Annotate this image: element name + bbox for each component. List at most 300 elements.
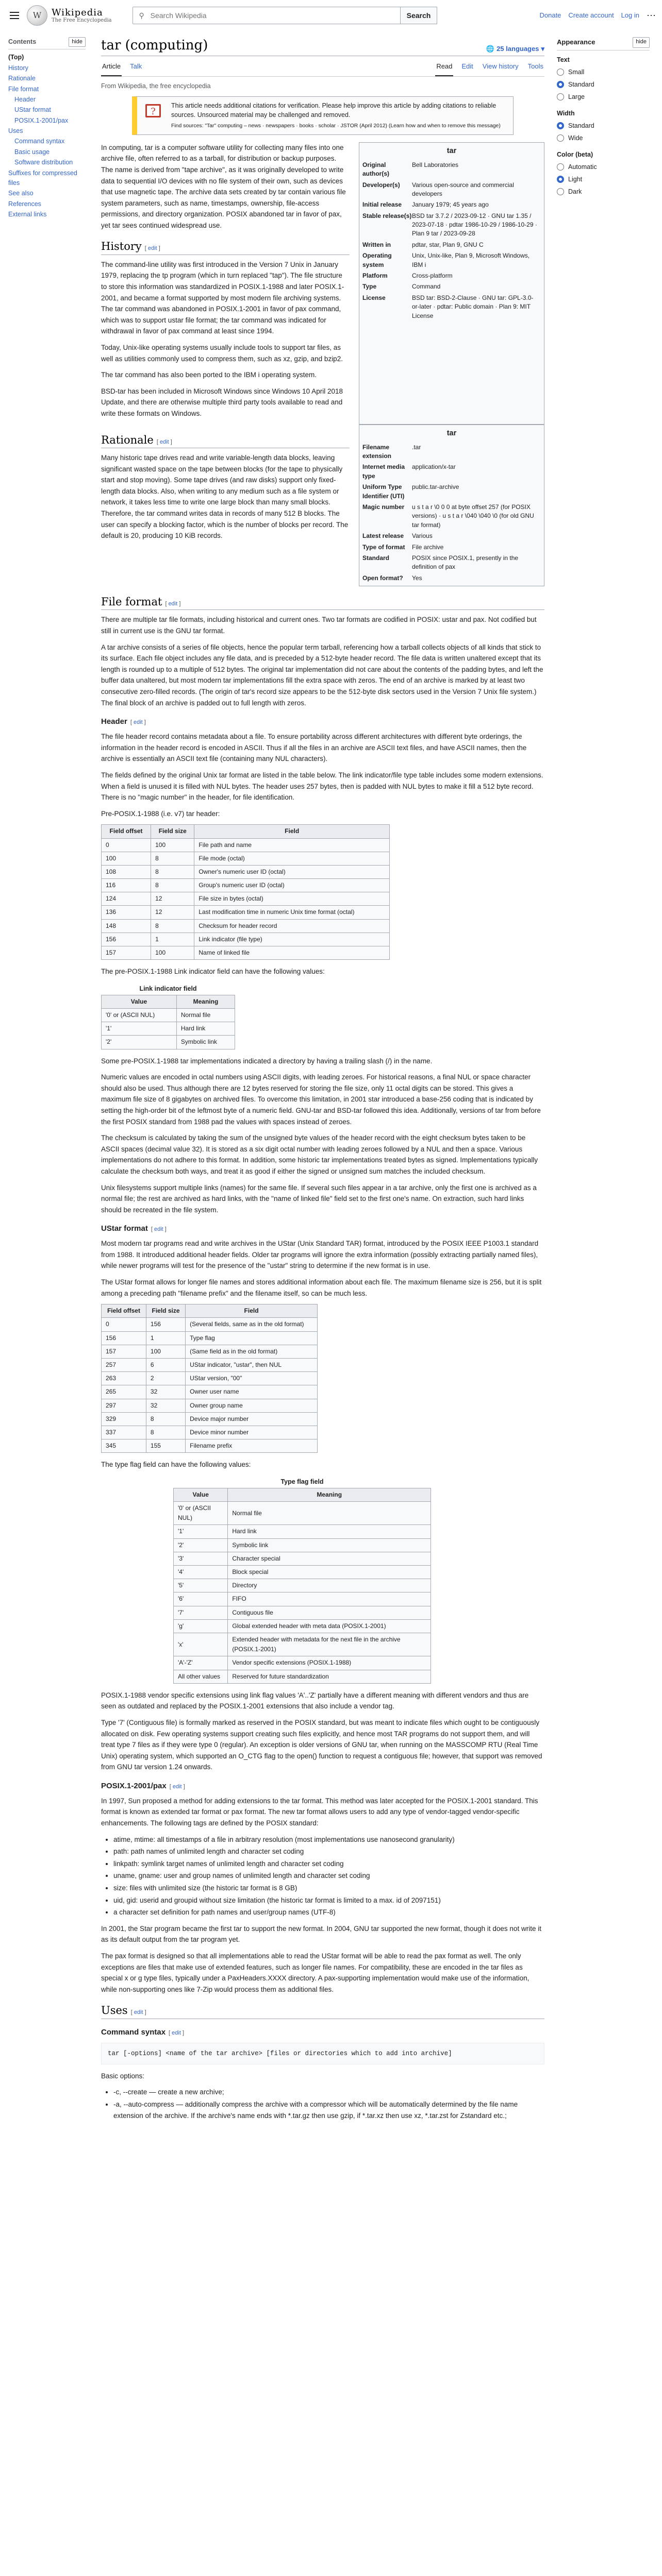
search-icon: ⚲ <box>139 11 144 20</box>
table-cell: '6' <box>174 1592 228 1606</box>
infobox-value: BSD tar 3.7.2 / 2023-09-12 · GNU tar 1.35 / 2023-07-18 · pdtar 1986-10-29 / 1986-10-29 · Plan 9 tar / 2023-09-28 <box>412 212 537 238</box>
table-cell: 6 <box>146 1359 185 1372</box>
list-item: • -a, --auto-compress — additionally compress the archive with a compressor which will be automatically determined by the file name extension of the archive. If the archive's name ends with *.tar.gz then use gzip, if *.tar.xz then use xz, *.tar.zst for Zstandard etc.; <box>113 2099 544 2121</box>
column-header: Field offset <box>102 1304 146 1318</box>
logo-wordmark: Wikipedia <box>52 7 103 18</box>
column-header: Field offset <box>102 825 151 838</box>
infobox-key: Developer(s) <box>362 181 400 189</box>
table-row <box>174 1606 431 1619</box>
table-of-contents <box>8 37 86 220</box>
toc-item[interactable]: References <box>8 200 41 208</box>
infobox-row <box>361 542 542 553</box>
toc-item[interactable]: File format <box>8 85 39 93</box>
table-cell: 8 <box>146 1412 185 1426</box>
table-cell: 12 <box>151 892 194 906</box>
radio-option[interactable] <box>557 133 650 143</box>
uses-heading: Uses <box>101 2004 128 2017</box>
tagline: From Wikipedia, the free encyclopedia <box>101 82 211 90</box>
ustar-p2: The UStar format allows for longer file names and stores additional information about each file. The maximum filename size is 256, but it is split among a preceding path "filename prefix" and the filename itself, so can be much less. <box>101 1278 542 1297</box>
column-header: Field <box>186 1304 318 1318</box>
infobox-value: BSD tar: BSD-2-Clause · GNU tar: GPL-3.0-or-later · pdtar: Public domain · Plan 9: MIT License <box>412 294 534 319</box>
table-row <box>102 946 390 960</box>
infobox-key: Type <box>362 283 377 291</box>
table-row <box>174 1633 431 1656</box>
radio-label: Dark <box>568 188 582 195</box>
table-row <box>174 1502 431 1525</box>
table-cell: Link indicator (file type) <box>194 933 390 946</box>
table-cell: Type flag <box>186 1331 318 1345</box>
toc-hide-button[interactable]: hide <box>69 37 86 47</box>
table-cell: '3' <box>174 1552 228 1565</box>
citation-notice <box>132 96 514 135</box>
pax-p2: In 2001, the Star program became the first tar to support the new format. In 2004, GNU tar supported the new format, though it does not write it as its default output from the tar program yet. <box>101 1924 541 1944</box>
basic-options-label: Basic options: <box>101 2072 145 2080</box>
infobox-row <box>361 240 542 250</box>
column-header: Field <box>194 825 390 838</box>
header-p2: The fields defined by the original Unix tar format are listed in the table below. The link indicator/file type table includes some modern extensions. When a field is unused it is filled with NUL bytes. The header uses 257 bytes, then is padded with NUL bytes to make it fill a 512 byte record. There is no "magic number" in the header, for file identification. <box>101 771 543 802</box>
radio-button[interactable] <box>557 188 564 195</box>
table-row <box>102 1318 318 1331</box>
table-cell: Last modification time in numeric Unix time format (octal) <box>194 906 390 919</box>
radio-label: Standard <box>568 80 594 88</box>
table-cell: Symbolic link <box>176 1036 235 1049</box>
table-cell: 12 <box>151 906 194 919</box>
table-cell: Checksum for header record <box>194 919 390 933</box>
table-cell: Owner user name <box>186 1385 318 1399</box>
radio-label: Large <box>568 93 585 100</box>
table-cell: Device major number <box>186 1412 318 1426</box>
infobox-key: Uniform Type Identifier (UTI) <box>362 483 405 500</box>
table-row <box>102 879 390 892</box>
table-cell: File path and name <box>194 838 390 852</box>
text-size-label: Text <box>557 56 570 63</box>
toc-item[interactable]: Uses <box>8 127 23 134</box>
table-row <box>102 1345 318 1358</box>
edit-syntax-link[interactable]: edit <box>172 2029 181 2036</box>
table-cell: Group's numeric user ID (octal) <box>194 879 390 892</box>
fileformat-p1: There are multiple tar file formats, including historical and current ones. Two tar formats are codified in POSIX: ustar and pax. Not codified but still in current use is the GNU tar format. <box>101 616 537 635</box>
radio-option[interactable] <box>557 162 650 172</box>
history-p4: BSD-tar has been included in Microsoft Windows since Windows 10 April 2018 Update, and there are otherwise multiple third party tools available to read and write these formats on Windows. <box>101 387 343 417</box>
table-cell: 156 <box>146 1318 185 1331</box>
ustar-p1: Most modern tar programs read and write archives in the UStar (Unix Standard TAR) format, introduced by the POSIX IEEE P1003.1 standard from 1988. It introduced additional header fields. Older tar programs will ignore the extra information (possibly extracting partially named files), while newer programs will test for the presence of the "ustar" string to determine if the new format is in use. <box>101 1240 539 1270</box>
main-menu-icon[interactable] <box>6 7 23 24</box>
infobox-key: Open format? <box>362 574 403 582</box>
search-input[interactable] <box>151 8 400 23</box>
table-cell: 263 <box>102 1372 146 1385</box>
radio-label: Small <box>568 68 585 76</box>
toc-item[interactable]: Software distribution <box>14 159 73 166</box>
edit-pax-link[interactable]: edit <box>172 1783 182 1790</box>
column-header: Value <box>102 995 177 1008</box>
personal-tools <box>539 8 656 23</box>
command-syntax-heading: Command syntax <box>101 2027 166 2037</box>
table-row <box>102 1009 235 1022</box>
radio-option[interactable] <box>557 121 650 131</box>
list-item: • uname, gname: user and group names of unlimited length and character set coding <box>113 1870 544 1882</box>
list-item: • size: files with unlimited size (the historic tar format is 8 GB) <box>113 1883 544 1894</box>
infobox-key: Initial release <box>362 201 402 209</box>
table-cell: '5' <box>174 1579 228 1592</box>
donate-link[interactable]: Donate <box>539 11 561 19</box>
tab-tools[interactable]: Tools <box>527 62 543 70</box>
tab-read[interactable]: Read <box>435 59 453 76</box>
infobox-value: File archive <box>412 543 444 551</box>
infobox-key: Stable release(s) <box>362 212 412 219</box>
infobox-key: Magic number <box>362 503 405 511</box>
infobox-row <box>361 211 542 240</box>
ustar-header-table <box>101 1304 318 1453</box>
width-label: Width <box>557 109 575 117</box>
table-cell: 157 <box>102 946 151 960</box>
table-cell: 155 <box>146 1439 185 1453</box>
tab-article[interactable]: Article <box>101 59 122 76</box>
color-group <box>557 149 650 197</box>
table-row <box>174 1525 431 1538</box>
toc-item[interactable]: (Top) <box>8 54 24 61</box>
header-table-caption: Pre-POSIX.1-1988 (i.e. v7) tar header: <box>101 809 220 818</box>
header-p3: The pre-POSIX.1-1988 Link indicator field can have the following values: <box>101 968 325 976</box>
list-item: • atime, mtime: all timestamps of a file in arbitrary resolution (most implementations use nanosecond granularity) <box>113 1834 544 1845</box>
more-options-icon[interactable]: ⋯ <box>647 10 656 21</box>
radio-button[interactable] <box>557 122 564 129</box>
table-row <box>174 1538 431 1552</box>
table-header-row <box>102 1304 318 1318</box>
table-cell: 157 <box>102 1345 146 1358</box>
table-cell: 257 <box>102 1359 146 1372</box>
color-label: Color (beta) <box>557 150 593 158</box>
edit-history-link[interactable]: edit <box>147 245 157 252</box>
table-cell: 116 <box>102 879 151 892</box>
history-p2: Today, Unix-like operating systems usually include tools to support tar files, as well as utilities commonly used to compress them, such as xz, gzip, and bzip2. <box>101 344 343 363</box>
radio-option[interactable] <box>557 67 650 77</box>
table-cell: All other values <box>174 1670 228 1683</box>
fileformat-p2: A tar archive consists of a series of file objects, hence the popular term tarball, referencing how a tarball collects objects of all kinds that stick to its surface. Each file object includes any file data, and is preceded by a 512-byte header record. The file data is written unaltered except that its length is rounded up to a multiple of 512 bytes. The original tar implementation did not care about the contents of the padding bytes, and left the buffer data unaltered, but most modern tar implementations fill the extra space with zeros. The end of an archive is marked by at least two consecutive zero-filled records. (The origin of tar's record size appears to be the 512-byte disk sectors used in the Version 7 Unix file system.) The final block of an archive is padded out to full length with zeros. <box>101 643 543 707</box>
table-cell: Hard link <box>176 1022 235 1036</box>
radio-option[interactable] <box>557 92 650 102</box>
column-header: Value <box>174 1488 228 1501</box>
radio-label: Light <box>568 175 583 183</box>
notice-text: This article needs additional citations for verification. Please help improve this article by adding citations to reliable sources. Unsourced material may be challenged and removed. <box>171 101 496 119</box>
pax-tag-list <box>113 1834 544 1918</box>
table-row <box>102 1372 318 1385</box>
table-cell: Symbolic link <box>228 1538 431 1552</box>
radio-option[interactable] <box>557 79 650 90</box>
table-cell: 2 <box>146 1372 185 1385</box>
table-cell: Block special <box>228 1566 431 1579</box>
logo-tagline: The Free Encyclopedia <box>52 18 112 24</box>
radio-label: Wide <box>568 134 583 142</box>
toc-list <box>8 53 86 219</box>
table-row <box>174 1579 431 1592</box>
infobox-title: tar <box>446 429 457 437</box>
table-cell: 345 <box>102 1439 146 1453</box>
infobox-value: January 1979; 45 years ago <box>412 201 489 209</box>
language-count: 25 languages <box>496 45 539 53</box>
table-cell: 297 <box>102 1399 146 1412</box>
table-cell: Contiguous file <box>228 1606 431 1619</box>
table-header-row <box>174 1488 431 1501</box>
table-row <box>102 892 390 906</box>
top-bar <box>0 0 662 31</box>
list-item: • uid, gid: userid and groupid without size limitation (the historic tar format is limited to a max. id of 2097151) <box>113 1895 544 1906</box>
history-p1: The command-line utility was first introduced in the Version 7 Unix in January 1979, replacing the tp program (which in turn replaced "tap"). The file structure to store this information was standardized in POSIX.1-1988 and later POSIX.1-2001, and became a format supported by most modern file archiving systems. The tar command was abandoned in POSIX.1-2001 in favor of pax command, which was to support ustar file format; the tar command was indicated for withdrawal in favor of pax command at least since 1994. <box>101 260 344 335</box>
toc-item[interactable]: See also <box>8 190 34 197</box>
infobox-row <box>361 270 542 281</box>
table-cell: Reserved for future standardization <box>228 1670 431 1683</box>
infobox-row <box>361 199 542 210</box>
infobox-key: Platform <box>362 272 388 280</box>
infobox-key: Written in <box>362 241 391 248</box>
list-item: • -c, --create — create a new archive; <box>113 2087 544 2098</box>
header-p1: The file header record contains metadata about a file. To ensure portability across different architectures with different byte orderings, the information in the header record is encoded in ASCII. Thus if all the files in an archive are ASCII text files, and have ASCII names, then the archive is essentially an ASCII text file (containing many NUL characters). <box>101 733 527 763</box>
infobox-key: License <box>362 294 386 301</box>
infobox-key: Type of format <box>362 543 405 551</box>
infobox-value: Bell Laboratories <box>412 161 459 168</box>
pax-heading: POSIX.1-2001/pax <box>101 1781 167 1790</box>
table-row <box>102 838 390 852</box>
table-cell: FIFO <box>228 1592 431 1606</box>
tab-view-history[interactable]: View history <box>482 62 519 70</box>
infobox-row <box>361 281 542 292</box>
infobox-value: Command <box>412 283 441 291</box>
table-caption: Type flag field <box>280 1478 324 1485</box>
table-row <box>102 1022 235 1036</box>
table-row <box>102 906 390 919</box>
infobox-value: .tar <box>412 443 421 451</box>
edit-ustar-link[interactable]: edit <box>154 1226 163 1233</box>
edit-uses-link[interactable]: edit <box>134 2009 143 2016</box>
infobox-key: Internet media type <box>362 463 405 480</box>
create-account-link[interactable]: Create account <box>568 11 614 19</box>
table-cell: Extended header with metadata for the next file in the archive (POSIX.1-2001) <box>228 1633 431 1656</box>
table-cell: File mode (octal) <box>194 852 390 865</box>
infobox-value: Various open-source and commercial developers <box>412 181 514 197</box>
table-cell: 8 <box>151 919 194 933</box>
column-header: Field size <box>151 825 194 838</box>
edit-fileformat-link[interactable]: edit <box>168 601 178 607</box>
svg-text:?: ? <box>151 106 156 117</box>
toc-item[interactable]: History <box>8 64 28 72</box>
table-cell: '0' or (ASCII NUL) <box>174 1502 228 1525</box>
table-cell: Hard link <box>228 1525 431 1538</box>
radio-button[interactable] <box>557 81 564 88</box>
toc-item[interactable]: Header <box>14 95 36 103</box>
wikipedia-logo[interactable] <box>27 5 112 26</box>
table-row <box>174 1670 431 1683</box>
toc-item[interactable]: Suffixes for compressed files <box>8 169 77 187</box>
table-row <box>174 1656 431 1670</box>
table-cell: 'x' <box>174 1633 228 1656</box>
login-link[interactable]: Log in <box>621 11 639 19</box>
infobox-value: u s t a r \0 0 0 at byte offset 257 (for POSIX versions) · u s t a r \040 \040 \0 (for old GNU tar format) <box>412 503 534 529</box>
globe-icon: W <box>27 5 47 26</box>
appearance-hide-button[interactable]: hide <box>633 37 650 48</box>
table-row <box>102 1359 318 1372</box>
radio-option[interactable] <box>557 174 650 184</box>
history-p3: The tar command has also been ported to the IBM i operating system. <box>101 371 317 379</box>
table-cell: 100 <box>151 838 194 852</box>
table-row <box>102 852 390 865</box>
table-row <box>174 1619 431 1633</box>
table-cell: Global extended header with meta data (POSIX.1-2001) <box>228 1619 431 1633</box>
infobox-key: Standard <box>362 554 390 562</box>
table-cell: (Several fields, same as in the old format) <box>186 1318 318 1331</box>
infobox-row <box>361 573 542 584</box>
list-item: • a character set definition for path names and user/group names (UTF-8) <box>113 1907 544 1918</box>
table-cell: Normal file <box>228 1502 431 1525</box>
table-cell: 8 <box>151 879 194 892</box>
tab-edit[interactable]: Edit <box>461 62 473 70</box>
table-cell: UStar indicator, "ustar", then NUL <box>186 1359 318 1372</box>
infobox-value: Various <box>412 532 433 540</box>
table-cell: 0 <box>102 838 151 852</box>
table-row <box>102 1399 318 1412</box>
table-cell: Owner group name <box>186 1399 318 1412</box>
infobox-row <box>361 442 542 462</box>
chevron-down-icon: ▾ <box>541 45 544 53</box>
appearance-title: Appearance <box>557 38 595 46</box>
infobox-value: Cross-platform <box>412 272 453 280</box>
table-cell: (Same field as in the old format) <box>186 1345 318 1358</box>
table-cell: Directory <box>228 1579 431 1592</box>
table-cell: 329 <box>102 1412 146 1426</box>
pax-p3: The pax format is designed so that all implementations able to read the UStar format will be able to read the pax format as well. The only exceptions are files that make use of extended features, such as longer file names. For compatibility, these are encoded in the tar files as special x or g type files, typically under a PaxHeaders.XXXX directory. A pax-supporting implementation would make use of the information, while non-supporting ones like 7-Zip would process them as additional files. <box>101 1952 529 1993</box>
table-cell: '1' <box>102 1022 177 1036</box>
table-row <box>102 1385 318 1399</box>
table-cell: '7' <box>174 1606 228 1619</box>
table-cell: Owner's numeric user ID (octal) <box>194 865 390 878</box>
ustar-p5: Type '7' (Contiguous file) is formally marked as reserved in the POSIX standard, but was meant to indicate files which ought to be contiguously allocated on disk. Few operating systems support creating such files explicitly, and hence most TAR programs do not support them, and will treat type 7 files as if they were type 0 (regular). An exception is older versions of GNU tar, when running on the MASSCOMP RTU (Real Time Unix) operating system, which supported an O_CTG flag to the open() function to request a contiguous file; however, that support was removed from GNU tar version 1.24 onwards. <box>101 1718 542 1771</box>
table-cell: Filename prefix <box>186 1439 318 1453</box>
toc-item[interactable]: Rationale <box>8 75 36 82</box>
table-cell: '4' <box>174 1566 228 1579</box>
infobox-row <box>361 250 542 270</box>
table-cell: '0' or (ASCII NUL) <box>102 1009 177 1022</box>
table-row <box>174 1552 431 1565</box>
find-sources: Find sources: "Tar" computing – news · newspapers · books · scholar · JSTOR (April 2012) (Learn how and when to remove this message) <box>171 123 501 129</box>
table-cell: '1' <box>174 1525 228 1538</box>
search-box <box>133 7 401 24</box>
width-group <box>557 108 650 143</box>
infobox-key: Original author(s) <box>362 161 389 178</box>
radio-label: Automatic <box>568 163 597 171</box>
radio-button[interactable] <box>557 69 564 76</box>
table-cell: Device minor number <box>186 1426 318 1439</box>
infobox-value: application/x-tar <box>412 463 456 471</box>
radio-button[interactable] <box>557 163 564 171</box>
infobox-key: Latest release <box>362 532 404 540</box>
infobox-value: POSIX since POSIX.1, presently in the definition of pax <box>412 554 519 571</box>
radio-button[interactable] <box>557 93 564 100</box>
table-cell: Normal file <box>176 1009 235 1022</box>
pax-p1: In 1997, Sun proposed a method for adding extensions to the tar format. This method was later accepted for the POSIX.1-2001 standard. This format is known as extended tar format or pax format. The new tar format allows users to add any type of vendor-tagged vendor-specific enhancements. The following tags are defined by the POSIX standard: <box>101 1797 538 1827</box>
table-cell: 8 <box>146 1426 185 1439</box>
table-row <box>102 1426 318 1439</box>
infobox-format <box>359 425 544 586</box>
table-cell: 8 <box>151 865 194 878</box>
table-cell: '2' <box>102 1036 177 1049</box>
toc-item[interactable]: Command syntax <box>14 138 65 145</box>
edit-rationale-link[interactable]: edit <box>159 438 169 445</box>
table-cell: 337 <box>102 1426 146 1439</box>
infobox-row <box>361 160 542 180</box>
table-cell: 108 <box>102 865 151 878</box>
infobox-row <box>361 482 542 502</box>
ustar-p4: POSIX.1-1988 vendor specific extensions using link flag values 'A'..'Z' partially have a different meaning with different vendors and thus are seen as outdated and replaced by the POSIX.1-2001 extensions that also include a vendor tag. <box>101 1691 529 1710</box>
toc-item[interactable]: UStar format <box>14 106 51 114</box>
radio-button[interactable] <box>557 176 564 183</box>
infobox-row <box>361 293 542 321</box>
table-cell: '2' <box>174 1538 228 1552</box>
toc-item[interactable]: POSIX.1-2001/pax <box>14 116 69 124</box>
type-flag-table <box>173 1476 431 1684</box>
fileformat-heading: File format <box>101 596 162 608</box>
radio-option[interactable] <box>557 187 650 197</box>
header-p7: Unix filesystems support multiple links (names) for the same file. If several such files appear in a tar archive, only the first one is archived as a normal file; the rest are archived as hard links, with the "name of linked file" field set to the first one's name. On extraction, such hard links should be recreated in the file system. <box>101 1183 537 1214</box>
table-row <box>174 1592 431 1606</box>
ustar-heading: UStar format <box>101 1224 148 1233</box>
table-cell: 156 <box>102 933 151 946</box>
search-button[interactable]: Search <box>400 7 438 24</box>
infobox-title: tar <box>446 146 457 155</box>
toc-title: Contents <box>8 38 37 45</box>
infobox-software <box>359 142 544 425</box>
edit-header-link[interactable]: edit <box>133 719 143 726</box>
header-p4: Some pre-POSIX.1-1988 tar implementations indicated a directory by having a trailing slash (/) in the name. <box>101 1057 433 1065</box>
list-item: • path: path names of unlimited length and character set coding <box>113 1846 544 1857</box>
tab-talk[interactable]: Talk <box>130 62 142 70</box>
page-title: tar (computing) <box>101 38 208 53</box>
table-cell: Vendor specific extensions (POSIX.1-1988) <box>228 1656 431 1670</box>
table-caption: Link indicator field <box>139 985 197 992</box>
table-cell: 100 <box>146 1345 185 1358</box>
table-cell: 'A'-'Z' <box>174 1656 228 1670</box>
link-indicator-table <box>101 982 235 1049</box>
table-row <box>102 1412 318 1426</box>
table-cell: 32 <box>146 1385 185 1399</box>
infobox-row <box>361 462 542 482</box>
table-cell: 0 <box>102 1318 146 1331</box>
header-heading: Header <box>101 717 127 726</box>
language-button[interactable] <box>486 44 544 55</box>
syntax-code-block: tar [-options] <name of the tar archive> [files or directories which to add into archive] <box>101 2043 544 2064</box>
rationale-p1: Many historic tape drives read and write variable-length data blocks, leaving significant wasted space on the tape between blocks (for the tape to physically start and stop moving). Some tape drives (and raw disks) support only fixed-length data blocks. Also, when writing to any medium such as a file system or network, it takes less time to write one large block than many small blocks. Therefore, the tar command writes data in records of many 512 B blocks. The user can specify a blocking factor, which is the number of blocks per record. The default is 20, producing 10 KiB records. <box>101 453 349 540</box>
table-row <box>102 1439 318 1453</box>
table-row <box>174 1566 431 1579</box>
table-cell: 124 <box>102 892 151 906</box>
header-p6: The checksum is calculated by taking the sum of the unsigned byte values of the header record with the eight checksum bytes taken to be ASCII spaces (decimal value 32). It is stored as a six digit octal number with leading zeroes followed by a NUL and then a space. Various implementations do not adhere to this format. In addition, some historic tar implementations treated bytes as signed. Implementations typically calculate the checksum both ways, and treat it as good if either the signed or unsigned sum matches the included checksum. <box>101 1134 538 1175</box>
table-cell: 1 <box>151 933 194 946</box>
language-icon: 🌐 <box>486 45 495 53</box>
table-cell: 136 <box>102 906 151 919</box>
page-tabs <box>101 59 544 77</box>
table-cell: Name of linked file <box>194 946 390 960</box>
table-row <box>102 933 390 946</box>
toc-item[interactable]: Basic usage <box>14 148 50 156</box>
table-cell: 1 <box>146 1331 185 1345</box>
table-row <box>102 1331 318 1345</box>
column-header: Meaning <box>228 1488 431 1501</box>
table-cell: 100 <box>151 946 194 960</box>
radio-button[interactable] <box>557 134 564 142</box>
table-cell: 156 <box>102 1331 146 1345</box>
toc-item[interactable]: External links <box>8 211 47 218</box>
infobox-row <box>361 553 542 573</box>
infobox-value: public.tar-archive <box>412 483 459 491</box>
appearance-panel <box>557 37 650 203</box>
question-book-icon <box>142 101 165 122</box>
